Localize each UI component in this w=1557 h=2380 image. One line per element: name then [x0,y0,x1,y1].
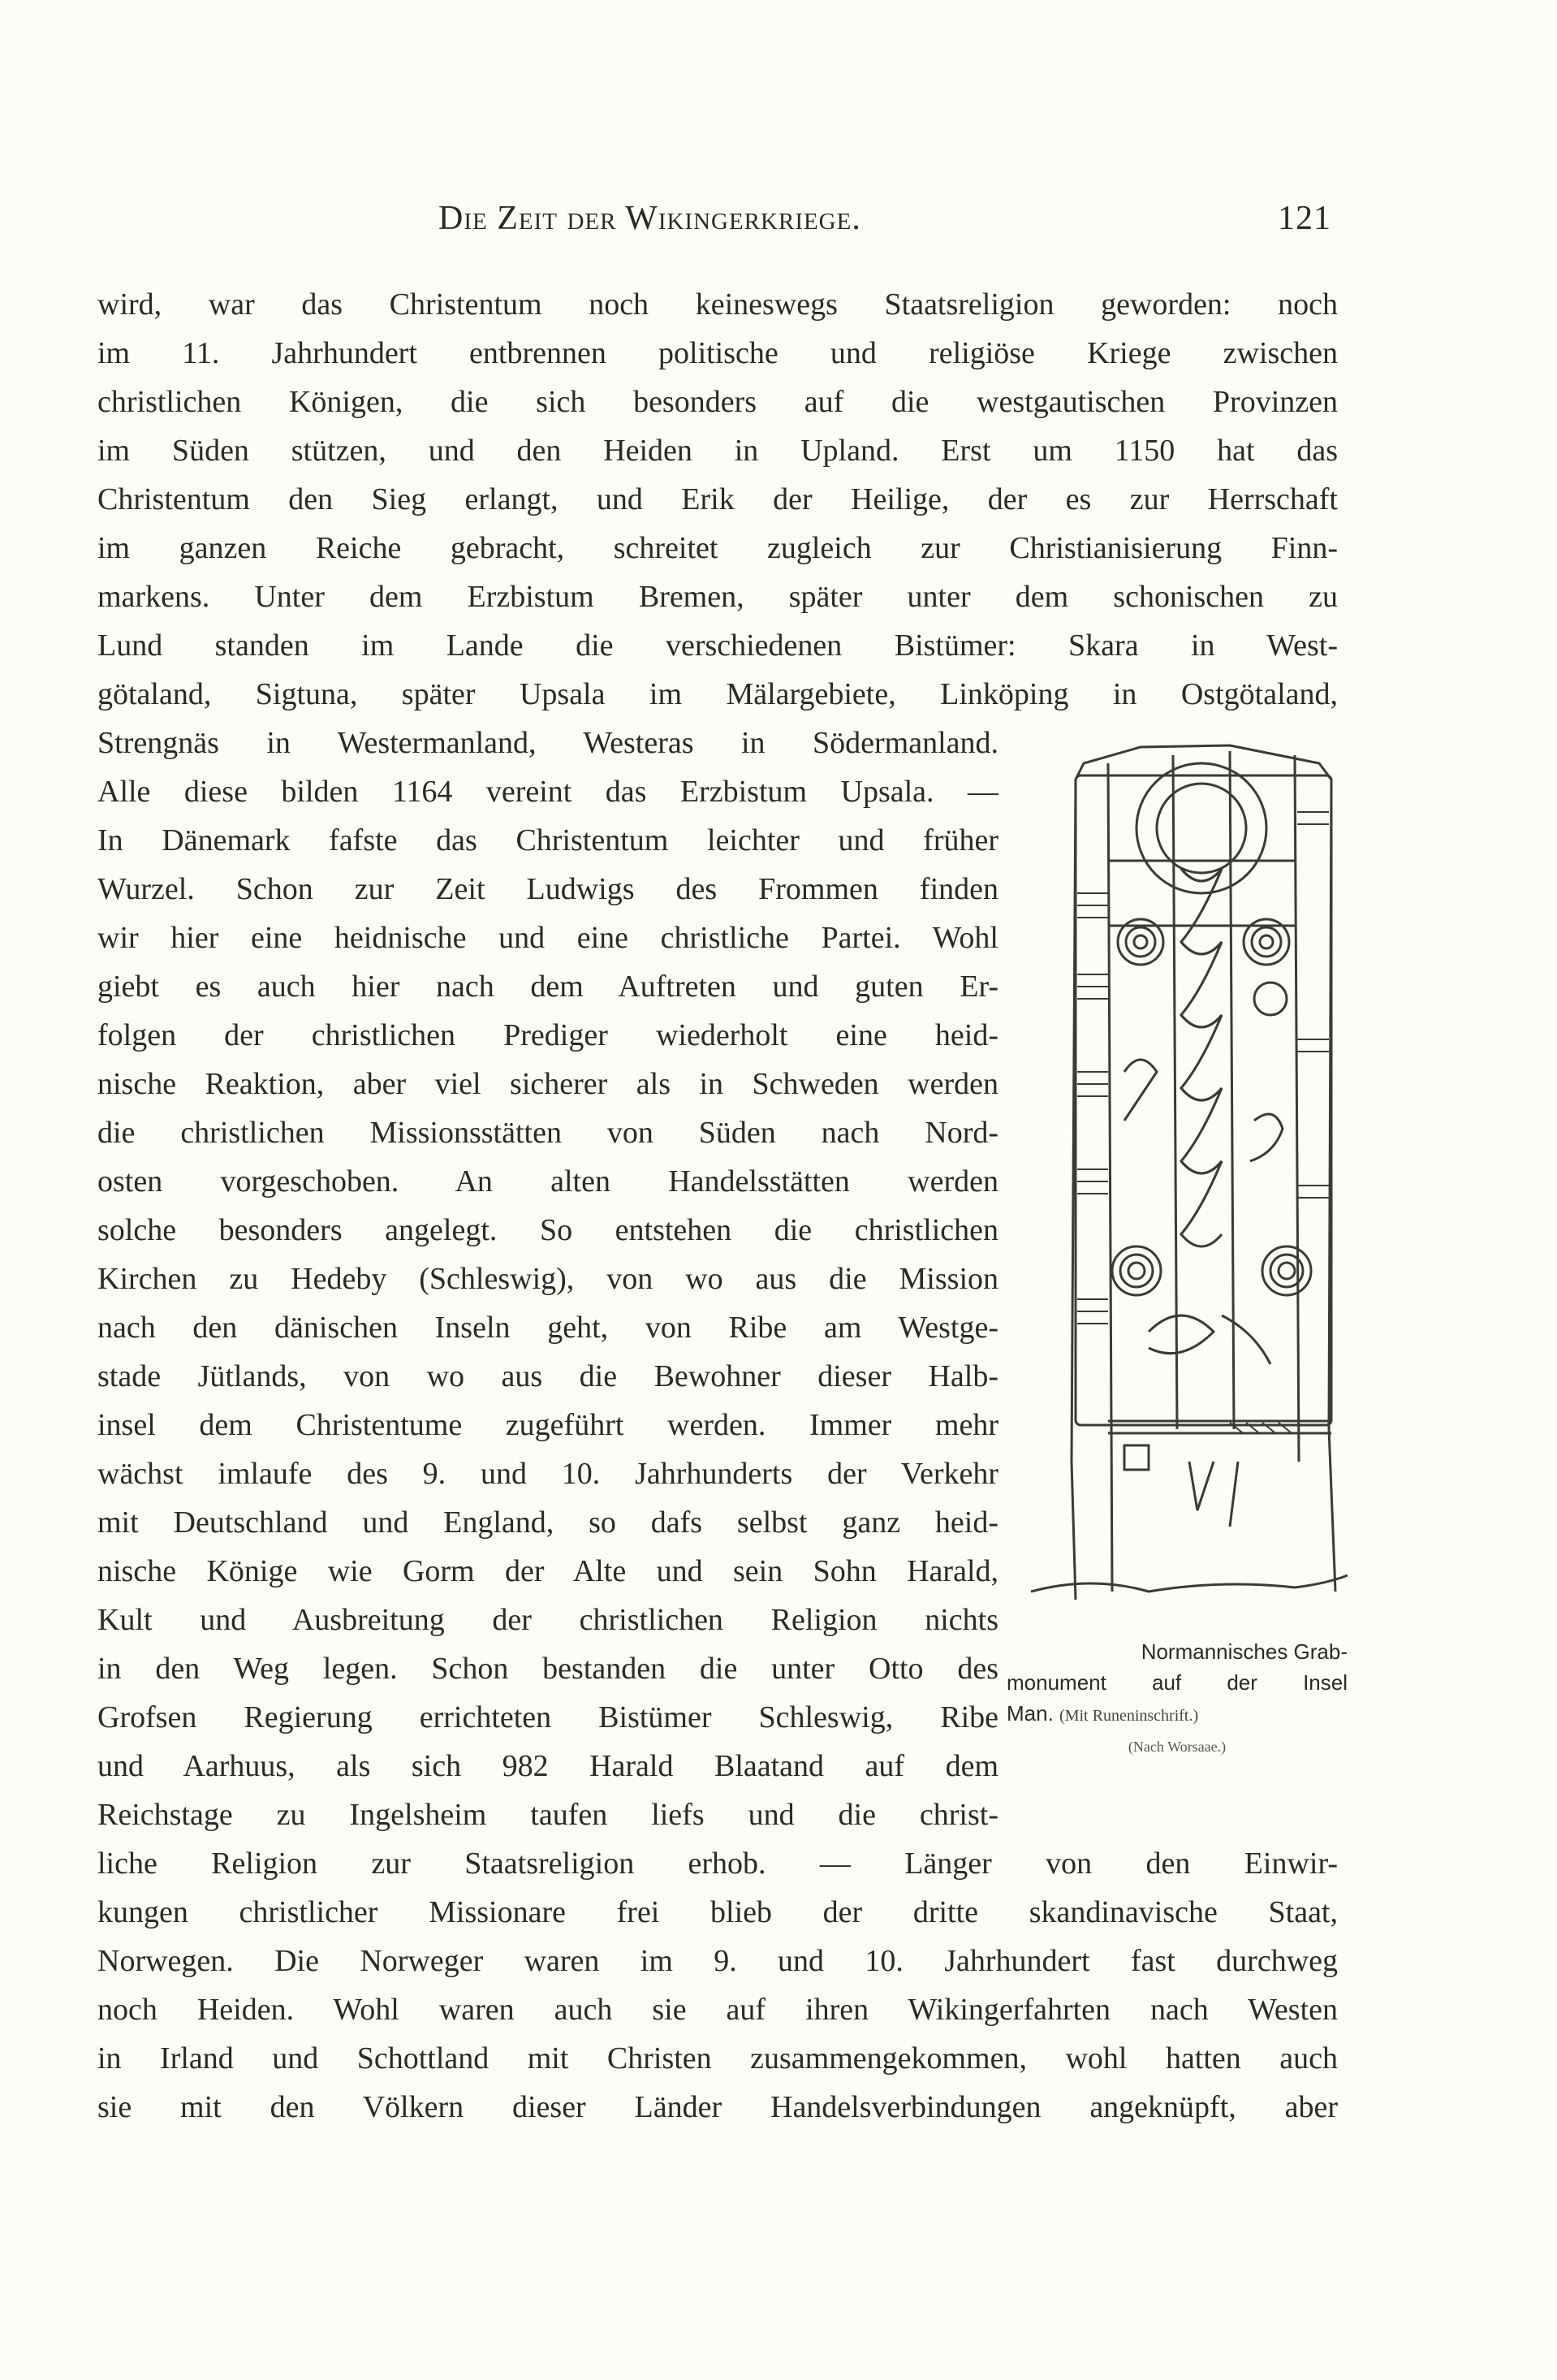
text-line: wächst imlaufe des 9. und 10. Jahrhunderts der Verkehr [97,1457,998,1491]
text-line: wir hier eine heidnische und eine christliche Partei. Wohl [97,921,998,955]
text-line: sie mit den Völkern dieser Länder Handelsverbindungen angeknüpft, aber [97,2090,1338,2124]
text-line: liche Religion zur Staatsreligion erhob. — Länger von den Einwir- [97,1847,1338,1881]
text-line: markens. Unter dem Erzbistum Bremen, später unter dem schonischen zu [97,580,1338,614]
caption-line-1: Normannisches Grab- [1141,1639,1348,1664]
text-line: Kult und Ausbreitung der christlichen Religion nichts [97,1603,998,1637]
text-line: Norwegen. Die Norweger waren im 9. und 10. Jahrhundert fast durchweg [97,1944,1338,1978]
text-line: giebt es auch hier nach dem Auftreten und guten Er- [97,970,998,1004]
text-line: Wurzel. Schon zur Zeit Ludwigs des Frommen finden [97,872,998,906]
text-line: und Aarhuus, als sich 982 Harald Blaatand auf dem [97,1749,998,1783]
text-line: nische Könige wie Gorm der Alte und sein Sohn Harald, [97,1554,998,1588]
text-line: die christlichen Missionsstätten von Süden nach Nord- [97,1116,998,1150]
grave-monument-illustration [1027,731,1348,1608]
text-line: mit Deutschland und England, so dafs selbst ganz heid- [97,1505,998,1540]
text-line: Grofsen Regierung errichteten Bistümer Schleswig, Ribe [97,1700,998,1734]
text-line: im Süden stützen, und den Heiden in Upland. Erst um 1150 hat das [97,434,1338,468]
text-line: christlichen Königen, die sich besonders auf die westgautischen Provinzen [97,385,1338,419]
figure-caption [1007,1636,1348,1762]
text-line: Lund standen im Lande die verschiedenen Bistümer: Skara in West- [97,628,1338,663]
caption-source: (Nach Worsaae.) [1128,1739,1227,1755]
caption-line-2: monument auf der Insel [1007,1670,1348,1695]
page-number: 121 [1278,200,1331,237]
text-line: wird, war das Christentum noch keineswegs Staatsreligion geworden: noch [97,287,1338,322]
text-line: nische Reaktion, aber viel sicherer als in Schweden werden [97,1067,998,1101]
text-line: solche besonders angelegt. So entstehen die christlichen [97,1213,998,1247]
caption-note: (Mit Runeninschrift.) [1059,1707,1199,1725]
text-line: in Irland und Schottland mit Christen zusammengekommen, wohl hatten auch [97,2041,1338,2075]
text-line: noch Heiden. Wohl waren auch sie auf ihren Wikingerfahrten nach Westen [97,1993,1338,2027]
text-line: Christentum den Sieg erlangt, und Erik der Heilige, der es zur Herrschaft [97,482,1338,516]
text-line: In Dänemark fafste das Christentum leichter und früher [97,823,998,857]
text-line: Kirchen zu Hedeby (Schleswig), von wo aus die Mission [97,1262,998,1296]
chapter-title: Die Zeit der Wikingerkriege. [438,200,861,237]
text-line: stade Jütlands, von wo aus die Bewohner dieser Halb- [97,1359,998,1393]
caption-place: Man. [1007,1701,1054,1726]
text-line: nach den dänischen Inseln geht, von Ribe am Westge- [97,1311,998,1345]
text-line: folgen der christlichen Prediger wiederholt eine heid- [97,1018,998,1052]
text-line: Reichstage zu Ingelsheim taufen liefs und die christ- [97,1798,998,1832]
text-line: götaland, Sigtuna, später Upsala im Mälargebiete, Linköping in Ostgötaland, [97,677,1338,711]
text-line: im ganzen Reiche gebracht, schreitet zugleich zur Christianisierung Finn- [97,531,1338,565]
running-header [97,199,1331,256]
caption-line-3 [1007,1698,1348,1731]
text-line: Alle diese bilden 1164 vereint das Erzbistum Upsala. — [97,775,998,809]
text-line: osten vorgeschoben. An alten Handelsstätten werden [97,1164,998,1199]
text-line: kungen christlicher Missionare frei blieb der dritte skandinavische Staat, [97,1895,1338,1929]
text-line: im 11. Jahrhundert entbrennen politische und religiöse Kriege zwischen [97,336,1338,370]
text-line: insel dem Christentume zugeführt werden. Immer mehr [97,1408,998,1442]
text-line: Strengnäs in Westermanland, Westeras in Södermanland. [97,726,998,760]
text-line: in den Weg legen. Schon bestanden die unter Otto des [97,1652,998,1686]
